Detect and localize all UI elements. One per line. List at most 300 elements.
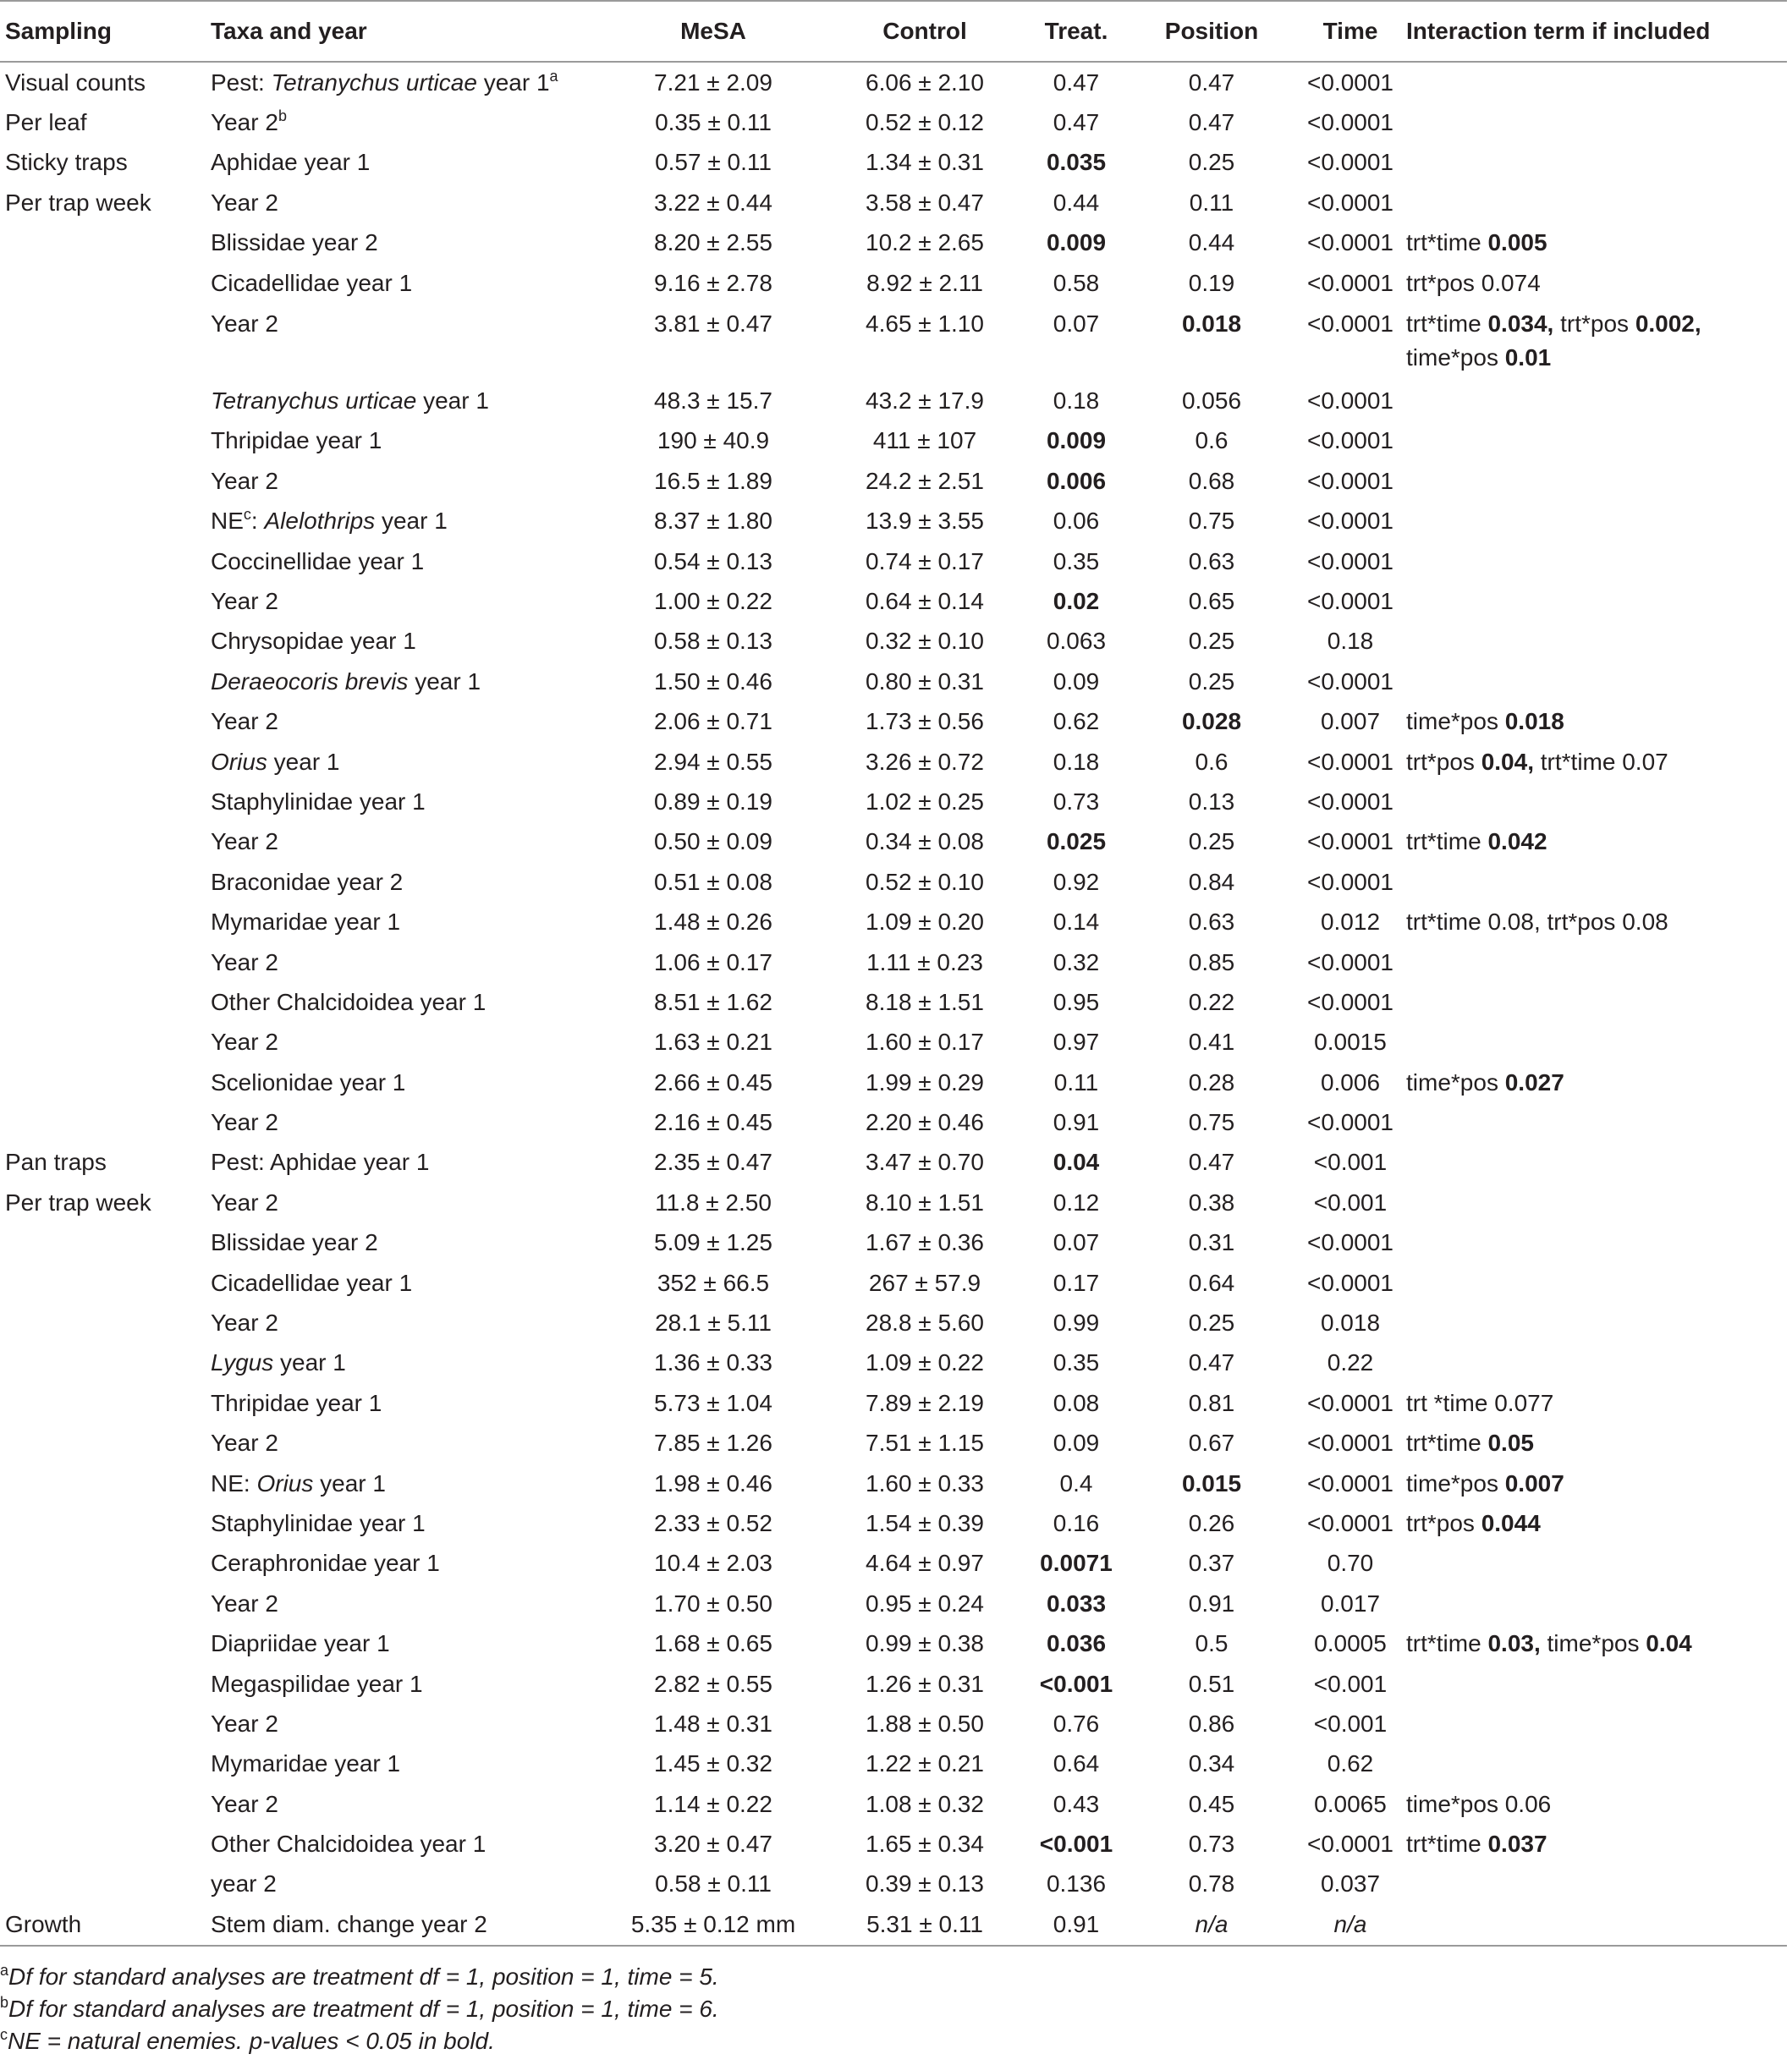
text-fragment: Year 2 [211,828,278,855]
cell-mesa: 1.36 ± 0.33 [654,1349,772,1376]
text-fragment: Thripidae year 1 [211,427,382,454]
cell-taxa [206,1102,606,1142]
cell-time: <0.0001 [1307,387,1393,415]
cell-interaction [1401,1223,1787,1263]
text-fragment: trt*pos [1406,1509,1481,1536]
cell-mesa: 2.66 ± 0.45 [654,1068,772,1096]
cell-sampling [0,1503,206,1543]
cell-treat: <0.001 [1039,1831,1113,1858]
table-row [0,1102,1787,1142]
cell-time: <0.0001 [1307,1229,1393,1256]
table-row [0,303,1787,381]
cell-position: 0.47 [1188,69,1235,96]
cell-treat: 0.025 [1046,828,1107,855]
cell-sampling [0,1464,206,1503]
cell-mesa: 0.89 ± 0.19 [654,788,772,815]
table-row [0,1223,1787,1263]
table-body [0,62,1787,1946]
cell-treat: 0.009 [1046,229,1107,256]
cell-taxa [206,742,606,782]
table-row [0,541,1787,581]
cell-taxa [206,1023,606,1063]
cell-control: 0.52 ± 0.10 [866,868,984,895]
text-fragment: year 2 [211,1870,277,1897]
cell-interaction [1401,1904,1787,1945]
cell-taxa [206,62,606,102]
cell-interaction [1401,303,1787,381]
text-fragment: Lygus [211,1349,274,1376]
cell-sampling [0,1102,206,1142]
cell-control: 267 ± 57.9 [868,1269,981,1296]
cell-position: 0.25 [1188,1310,1235,1337]
cell-control: 13.9 ± 3.55 [866,508,984,535]
cell-position: 0.19 [1188,269,1235,296]
cell-mesa: 1.06 ± 0.17 [654,948,772,975]
cell-interaction [1401,1023,1787,1063]
text-fragment: Year 2 [211,1790,278,1817]
footnote-marker: b [278,107,287,125]
cell-time: 0.012 [1320,909,1381,936]
cell-sampling [0,581,206,621]
cell-control: 1.02 ± 0.25 [866,788,984,815]
cell-taxa [206,1744,606,1784]
text-fragment: Year 2 [211,310,278,338]
header-interaction-term: Interaction term if included [1401,1,1787,62]
footnote-marker: a [549,67,558,85]
table-row [0,1143,1787,1183]
cell-mesa: 0.58 ± 0.13 [654,628,772,655]
cell-treat: 0.11 [1053,1068,1099,1096]
cell-control: 8.92 ± 2.11 [866,269,983,296]
text-fragment: year 1 [408,667,481,695]
cell-control: 4.65 ± 1.10 [866,310,984,338]
text-fragment: Year 2 [211,1710,278,1737]
header-row [0,1,1787,62]
text-fragment: trt*pos [1406,748,1481,775]
header-time: Time [1300,1,1401,62]
text-fragment: trt*time [1406,1430,1488,1457]
text-fragment: 0.01 [1504,344,1552,371]
cell-treat: 0.07 [1053,310,1100,338]
text-fragment: time*pos [1406,1469,1505,1497]
text-fragment: 0.044 [1481,1509,1541,1536]
cell-time: <0.0001 [1307,427,1393,454]
cell-mesa: 1.14 ± 0.22 [654,1790,772,1817]
cell-control: 1.34 ± 0.31 [866,149,984,176]
table-row [0,62,1787,102]
cell-position: 0.34 [1188,1750,1235,1777]
table-row [0,1865,1787,1904]
cell-mesa: 1.63 ± 0.21 [654,1029,772,1056]
text-fragment: trt*time [1406,1831,1488,1858]
cell-mesa: 9.16 ± 2.78 [654,269,772,296]
table-row [0,381,1787,420]
text-fragment: Orius [256,1469,314,1497]
cell-control: 10.2 ± 2.65 [866,229,984,256]
table-row [0,942,1787,982]
cell-mesa: 0.57 ± 0.11 [655,149,772,176]
table-row [0,701,1787,741]
cell-sampling [0,822,206,862]
text-fragment: trt*time [1406,229,1488,256]
cell-sampling [0,263,206,303]
cell-control: 0.80 ± 0.31 [866,667,984,695]
cell-taxa [206,541,606,581]
cell-taxa [206,942,606,982]
cell-interaction [1401,183,1787,222]
cell-position: 0.63 [1188,547,1235,574]
cell-interaction [1401,461,1787,501]
cell-sampling [0,701,206,741]
cell-treat: 0.97 [1053,1029,1100,1056]
cell-mesa: 11.8 ± 2.50 [655,1189,772,1216]
cell-control: 1.73 ± 0.56 [866,708,984,735]
table-row [0,1303,1787,1343]
cell-time: 0.0015 [1314,1029,1387,1056]
text-fragment: Year 2 [211,189,278,216]
table-row [0,143,1787,183]
cell-time: <0.0001 [1307,467,1393,494]
cell-time: <0.0001 [1307,587,1393,614]
cell-treat: 0.4 [1059,1469,1093,1497]
table-row [0,742,1787,782]
cell-sampling [0,1865,206,1904]
text-fragment: trt*time [1406,1630,1488,1657]
cell-interaction [1401,581,1787,621]
text-fragment: Ceraphronidae year 1 [211,1550,440,1577]
cell-time: <0.0001 [1307,1109,1393,1136]
cell-time: 0.22 [1327,1349,1374,1376]
cell-treat: 0.35 [1053,1349,1100,1376]
text-fragment: trt*time [1406,310,1488,338]
cell-control: 3.47 ± 0.70 [866,1149,984,1176]
cell-control: 1.26 ± 0.31 [866,1670,984,1697]
cell-interaction [1401,263,1787,303]
cell-taxa [206,662,606,701]
cell-sampling: Growth [0,1904,206,1945]
cell-control: 1.65 ± 0.34 [866,1831,984,1858]
cell-control: 3.26 ± 0.72 [866,748,984,775]
text-fragment: Cicadellidae year 1 [211,1269,413,1296]
cell-time: <0.0001 [1307,748,1393,775]
cell-taxa [206,1143,606,1183]
table-row [0,1343,1787,1383]
cell-taxa [206,461,606,501]
cell-time: <0.0001 [1307,69,1393,96]
cell-interaction [1401,502,1787,541]
cell-time: 0.62 [1327,1750,1374,1777]
cell-time: <0.0001 [1307,310,1393,338]
text-fragment: Deraeocoris brevis [211,667,409,695]
cell-interaction [1401,1744,1787,1784]
header-position: Position [1124,1,1300,62]
cell-position: 0.78 [1188,1870,1235,1897]
cell-position: 0.37 [1188,1550,1235,1577]
cell-taxa [206,822,606,862]
cell-sampling: Sticky traps [5,149,128,176]
cell-taxa [206,263,606,303]
cell-position: 0.25 [1188,828,1235,855]
table-row [0,1824,1787,1864]
header-treat: Treat. [1029,1,1124,62]
text-fragment: Year 2 [211,1189,278,1216]
cell-sampling [0,502,206,541]
table-row [0,822,1787,862]
cell-treat: 0.006 [1046,467,1107,494]
cell-mesa: 5.73 ± 1.04 [654,1389,772,1416]
cell-control: 7.89 ± 2.19 [866,1389,984,1416]
text-fragment: Year 2 [211,1109,278,1136]
cell-position: 0.51 [1188,1670,1235,1697]
cell-position: 0.75 [1188,508,1235,535]
text-fragment: Staphylinidae year 1 [211,1509,426,1536]
cell-control: 0.74 ± 0.17 [866,547,984,574]
cell-time: n/a [1300,1904,1401,1945]
cell-time: 0.0005 [1314,1630,1387,1657]
cell-taxa [206,1343,606,1383]
cell-taxa [206,862,606,902]
cell-treat: 0.73 [1053,788,1100,815]
cell-time: <0.001 [1313,1149,1388,1176]
cell-sampling [0,982,206,1022]
cell-mesa: 352 ± 66.5 [657,1269,770,1296]
cell-mesa: 2.35 ± 0.47 [654,1149,772,1176]
cell-sampling [0,421,206,461]
cell-time: <0.0001 [1307,508,1393,535]
cell-taxa [206,223,606,263]
text-fragment: Aphidae year 1 [211,149,371,176]
cell-interaction [1401,102,1787,142]
cell-control: 8.18 ± 1.51 [866,988,984,1015]
cell-time: <0.001 [1313,1670,1388,1697]
cell-control: 411 ± 107 [872,427,977,454]
cell-mesa: 0.35 ± 0.11 [655,109,772,136]
text-fragment: time*pos [1406,708,1505,735]
cell-time: <0.0001 [1307,109,1393,136]
cell-sampling [0,1704,206,1744]
text-fragment: 0.005 [1487,229,1547,256]
cell-interaction [1401,381,1787,420]
cell-taxa [206,1183,606,1222]
cell-sampling [0,223,206,263]
cell-taxa [206,1424,606,1464]
cell-position: 0.018 [1181,310,1242,338]
cell-position: 0.28 [1188,1068,1235,1096]
cell-time: <0.0001 [1307,269,1393,296]
cell-taxa [206,1503,606,1543]
cell-sampling [0,1063,206,1102]
text-fragment: Year 2 [211,109,278,136]
table-row [0,982,1787,1022]
text-fragment: 0.04 [1646,1630,1692,1657]
cell-interaction [1401,1143,1787,1183]
cell-taxa [206,421,606,461]
cell-mesa: 2.33 ± 0.52 [654,1509,772,1536]
cell-control: 43.2 ± 17.9 [866,387,984,415]
text-fragment: year 1 [267,748,340,775]
cell-interaction [1401,541,1787,581]
cell-sampling: Pan traps [5,1149,107,1176]
cell-position: 0.25 [1188,149,1235,176]
table-row [0,461,1787,501]
cell-time: <0.0001 [1307,1269,1393,1296]
text-fragment: Year 2 [211,1029,278,1056]
cell-mesa: 190 ± 40.9 [657,427,770,454]
cell-mesa: 8.20 ± 2.55 [654,229,772,256]
cell-time: <0.0001 [1307,189,1393,216]
cell-taxa [206,1303,606,1343]
footnote-a [0,1962,1787,1992]
text-fragment: Year 2 [211,1590,278,1617]
text-fragment: trt *time 0.077 [1406,1389,1554,1416]
cell-mesa: 0.58 ± 0.11 [655,1870,772,1897]
cell-time: <0.0001 [1307,948,1393,975]
cell-time: 0.017 [1320,1590,1381,1617]
cell-treat: 0.18 [1053,748,1100,775]
cell-treat: 0.136 [1046,1870,1107,1897]
cell-interaction [1401,421,1787,461]
cell-taxa [206,1544,606,1584]
cell-mesa: 10.4 ± 2.03 [654,1550,772,1577]
table-row [0,421,1787,461]
text-fragment: time*pos [1406,344,1505,371]
cell-treat: 0.036 [1046,1630,1107,1657]
cell-control: 1.99 ± 0.29 [866,1068,984,1096]
cell-taxa [206,581,606,621]
cell-taxa [206,1904,606,1945]
cell-taxa [206,1263,606,1303]
cell-treat: 0.09 [1053,667,1100,695]
cell-interaction [1401,223,1787,263]
table-row [0,1383,1787,1423]
cell-treat: 0.43 [1053,1790,1100,1817]
table-row [0,1183,1787,1222]
text-fragment: NE [211,508,244,535]
cell-treat: 0.009 [1046,427,1107,454]
cell-position: 0.028 [1181,708,1242,735]
cell-taxa [206,502,606,541]
cell-sampling [0,662,206,701]
text-fragment: trt*time 0.07 [1533,748,1668,775]
cell-position: 0.47 [1188,1349,1235,1376]
cell-taxa [206,1865,606,1904]
table-row [0,1063,1787,1102]
text-fragment: Megaspilidae year 1 [211,1670,423,1697]
header-control: Control [821,1,1029,62]
cell-taxa [206,1063,606,1102]
cell-interaction [1401,742,1787,782]
cell-interaction [1401,701,1787,741]
table-row [0,1424,1787,1464]
cell-sampling [0,942,206,982]
cell-taxa [206,1824,606,1864]
cell-time: 0.018 [1320,1310,1381,1337]
cell-control: 2.20 ± 0.46 [866,1109,984,1136]
cell-mesa: 1.98 ± 0.46 [654,1469,772,1497]
cell-mesa: 1.45 ± 0.32 [654,1750,772,1777]
text-fragment: year 1 [375,508,448,535]
cell-taxa [206,902,606,942]
cell-treat: 0.04 [1053,1149,1100,1176]
text-fragment: Scelionidae year 1 [211,1068,406,1096]
cell-treat: 0.035 [1046,149,1107,176]
cell-treat: 0.35 [1053,547,1100,574]
cell-time: 0.18 [1327,628,1374,655]
cell-interaction [1401,1784,1787,1824]
footnote-text: NE = natural enemies. p-values < 0.05 in bold. [8,2028,495,2054]
cell-time: <0.0001 [1307,1469,1393,1497]
footnote-marker: c [0,2026,8,2043]
cell-control: 0.99 ± 0.38 [866,1630,984,1657]
table-row [0,622,1787,662]
text-fragment: 0.03, [1487,1630,1541,1657]
cell-sampling [0,1623,206,1663]
cell-position: 0.63 [1188,909,1235,936]
footnote-marker: c [243,506,251,524]
cell-time: <0.0001 [1307,988,1393,1015]
cell-treat: 0.76 [1053,1710,1100,1737]
cell-interaction [1401,1664,1787,1704]
cell-control: 4.64 ± 0.97 [866,1550,984,1577]
text-fragment: year 1 [476,69,550,96]
cell-taxa [206,1464,606,1503]
text-fragment: Year 2 [211,1430,278,1457]
text-fragment: Stem diam. change year 2 [211,1910,487,1937]
cell-sampling [0,303,206,381]
cell-mesa: 16.5 ± 1.89 [654,467,772,494]
cell-sampling [0,742,206,782]
table-row [0,1623,1787,1663]
cell-treat: 0.47 [1053,69,1100,96]
text-fragment: trt*time [1406,828,1488,855]
cell-position: 0.67 [1188,1430,1235,1457]
text-fragment: 0.007 [1504,1469,1564,1497]
text-fragment: Diapriidae year 1 [211,1630,390,1657]
cell-position: 0.26 [1188,1509,1235,1536]
cell-mesa: 8.51 ± 1.62 [654,988,772,1015]
footnote-text: Df for standard analyses are treatment df = 1, position = 1, time = 5. [8,1963,719,1990]
cell-control: 6.06 ± 2.10 [866,69,984,96]
cell-interaction [1401,1303,1787,1343]
cell-position: 0.38 [1188,1189,1235,1216]
cell-sampling [0,1424,206,1464]
cell-interaction [1401,982,1787,1022]
cell-treat: 0.02 [1053,587,1100,614]
text-fragment: 0.018 [1504,708,1564,735]
cell-treat: 0.14 [1053,909,1100,936]
cell-time: 0.70 [1327,1550,1374,1577]
cell-time: 0.006 [1320,1068,1381,1096]
text-fragment: year 1 [416,387,489,415]
cell-treat: 0.58 [1053,269,1100,296]
cell-mesa: 5.35 ± 0.12 mm [606,1904,821,1945]
text-fragment: Orius [211,748,267,775]
text-fragment: Alelothrips [264,508,376,535]
table-row [0,1464,1787,1503]
cell-interaction [1401,1824,1787,1864]
cell-sampling [0,1664,206,1704]
text-fragment: 0.002, [1635,310,1701,338]
cell-treat: 0.92 [1053,868,1100,895]
cell-mesa: 2.16 ± 0.45 [654,1109,772,1136]
cell-time: <0.0001 [1307,868,1393,895]
cell-control: 0.34 ± 0.08 [866,828,984,855]
cell-position: 0.86 [1188,1710,1235,1737]
text-fragment: Year 2 [211,587,278,614]
cell-interaction [1401,1544,1787,1584]
cell-treat: 0.99 [1053,1310,1100,1337]
cell-mesa: 48.3 ± 15.7 [654,387,772,415]
